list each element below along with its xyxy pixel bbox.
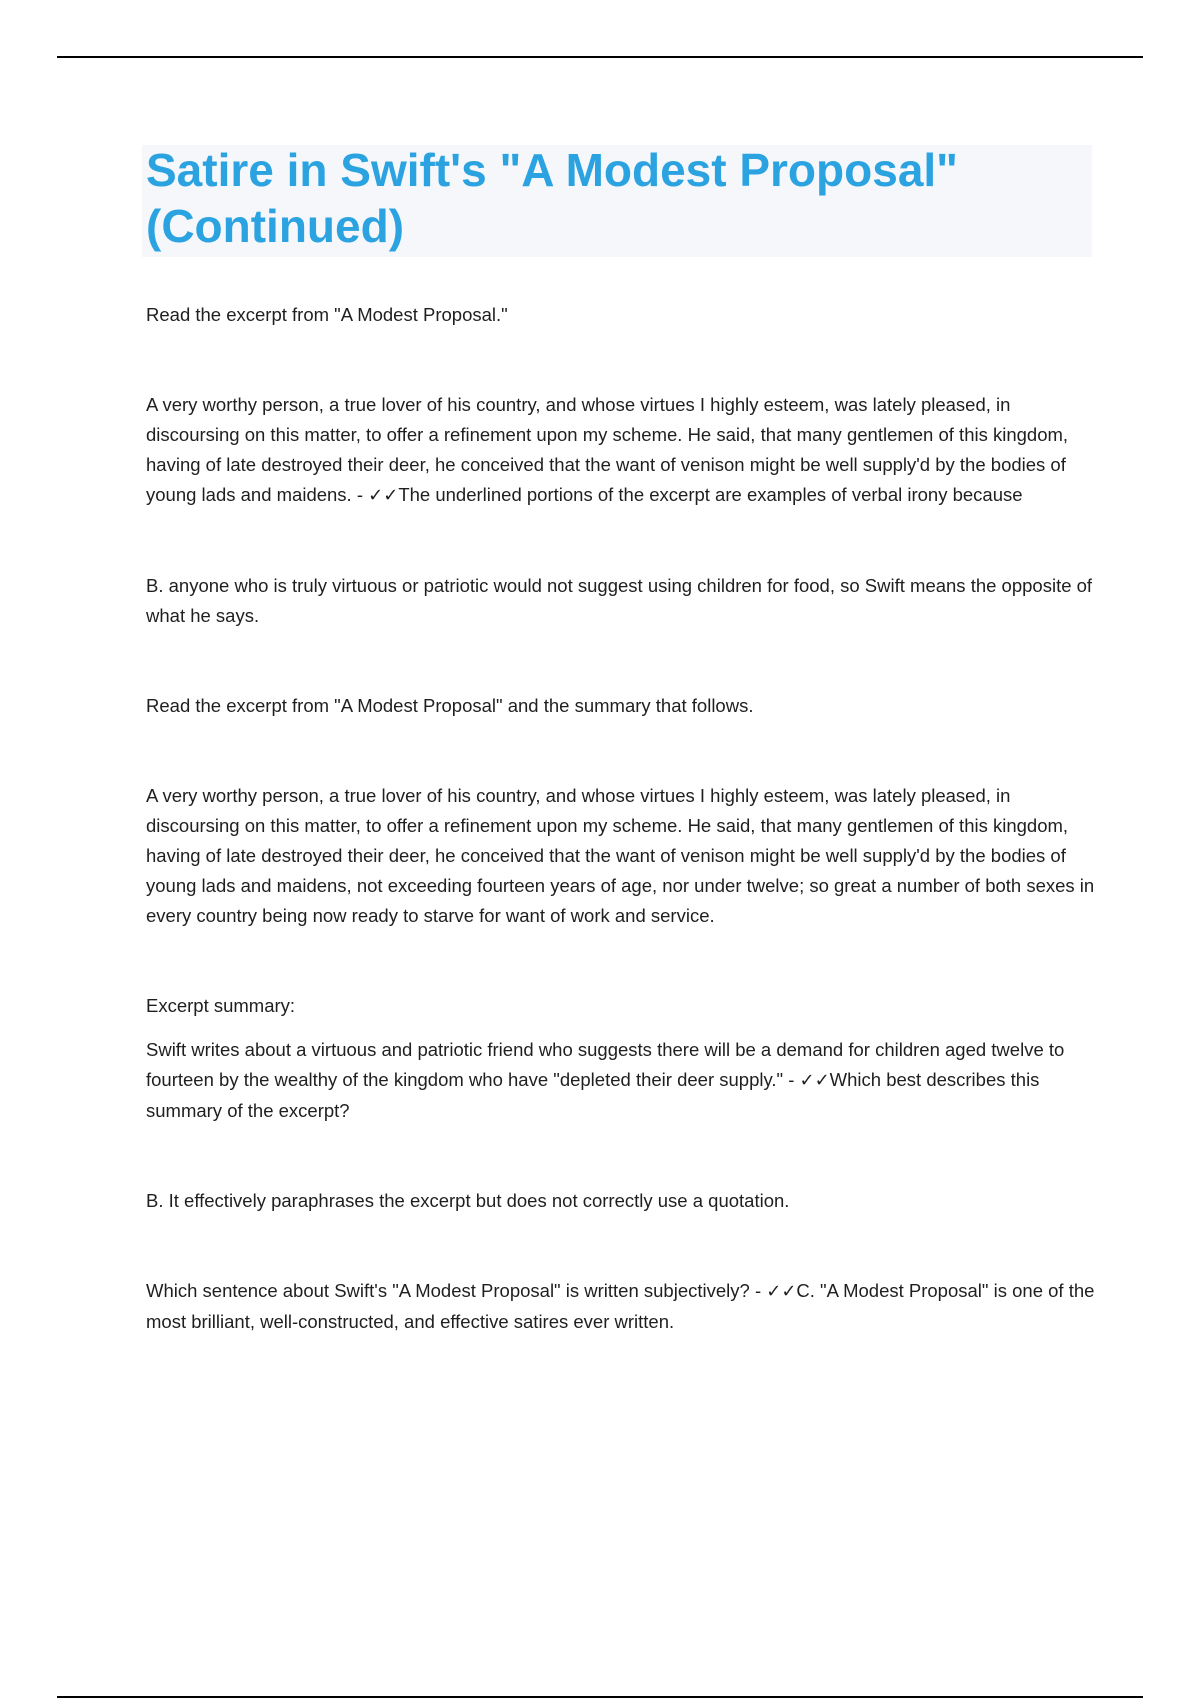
bottom-rule	[57, 1696, 1143, 1698]
instruction-paragraph: Read the excerpt from "A Modest Proposal."	[146, 304, 508, 325]
excerpt-text: A very worthy person, a true lover of his country, and whose virtues I highly esteem, was lately pleased, in discoursing on this matter, to offer a refinement upon my scheme. He said, that many gentlemen of this kingdom, having of late destroyed their deer, he conceived that the want of venison might be well supply'd by the bodies of young lads and maidens. -	[146, 394, 1069, 505]
instruction-paragraph: Read the excerpt from "A Modest Proposal" and the summary that follows.	[146, 695, 754, 716]
summary-text: Swift writes about a virtuous and patriotic friend who suggests there will be a demand for children aged twelve to fourteen by the wealthy of the kingdom who have "depleted their deer supply." -	[146, 1039, 1065, 1090]
question-answer-paragraph	[146, 1276, 1096, 1337]
answer-text: C. "A Modest Proposal" is one of the most brilliant, well-constructed, and effective satires ever written.	[146, 1280, 1095, 1332]
excerpt-paragraph: A very worthy person, a true lover of his country, and whose virtues I highly esteem, was lately pleased, in discoursing on this matter, to offer a refinement upon my scheme. He said, that many gentlemen of this kingdom, having of late destroyed their deer, he conceived that the want of venison might be well supply'd by the bodies of young lads and maidens, not exceeding fourteen years of age, nor under twelve; so great a number of both sexes in every country being now ready to starve for want of work and service.	[146, 785, 1095, 926]
summary-question-paragraph	[146, 1035, 1096, 1126]
double-check-icon: ✓✓	[368, 485, 399, 506]
question-text: The underlined portions of the excerpt are examples of verbal irony because	[398, 484, 1023, 505]
summary-label: Excerpt summary:	[146, 995, 296, 1016]
page-title: Satire in Swift's "A Modest Proposal" (Continued)	[146, 144, 958, 252]
top-rule	[57, 56, 1143, 58]
question-text: Which sentence about Swift's "A Modest Proposal" is written subjectively? -	[146, 1280, 767, 1301]
double-check-icon: ✓✓	[799, 1070, 830, 1091]
question-text: Which best describes this summary of the excerpt?	[146, 1069, 1040, 1121]
answer-paragraph: B. anyone who is truly virtuous or patriotic would not suggest using children for food, so Swift means the opposite of what he says.	[146, 575, 1093, 626]
excerpt-question-paragraph	[146, 390, 1096, 511]
answer-paragraph: B. It effectively paraphrases the excerpt but does not correctly use a quotation.	[146, 1190, 790, 1211]
double-check-icon: ✓✓	[766, 1281, 797, 1302]
document-body	[146, 300, 1096, 1337]
